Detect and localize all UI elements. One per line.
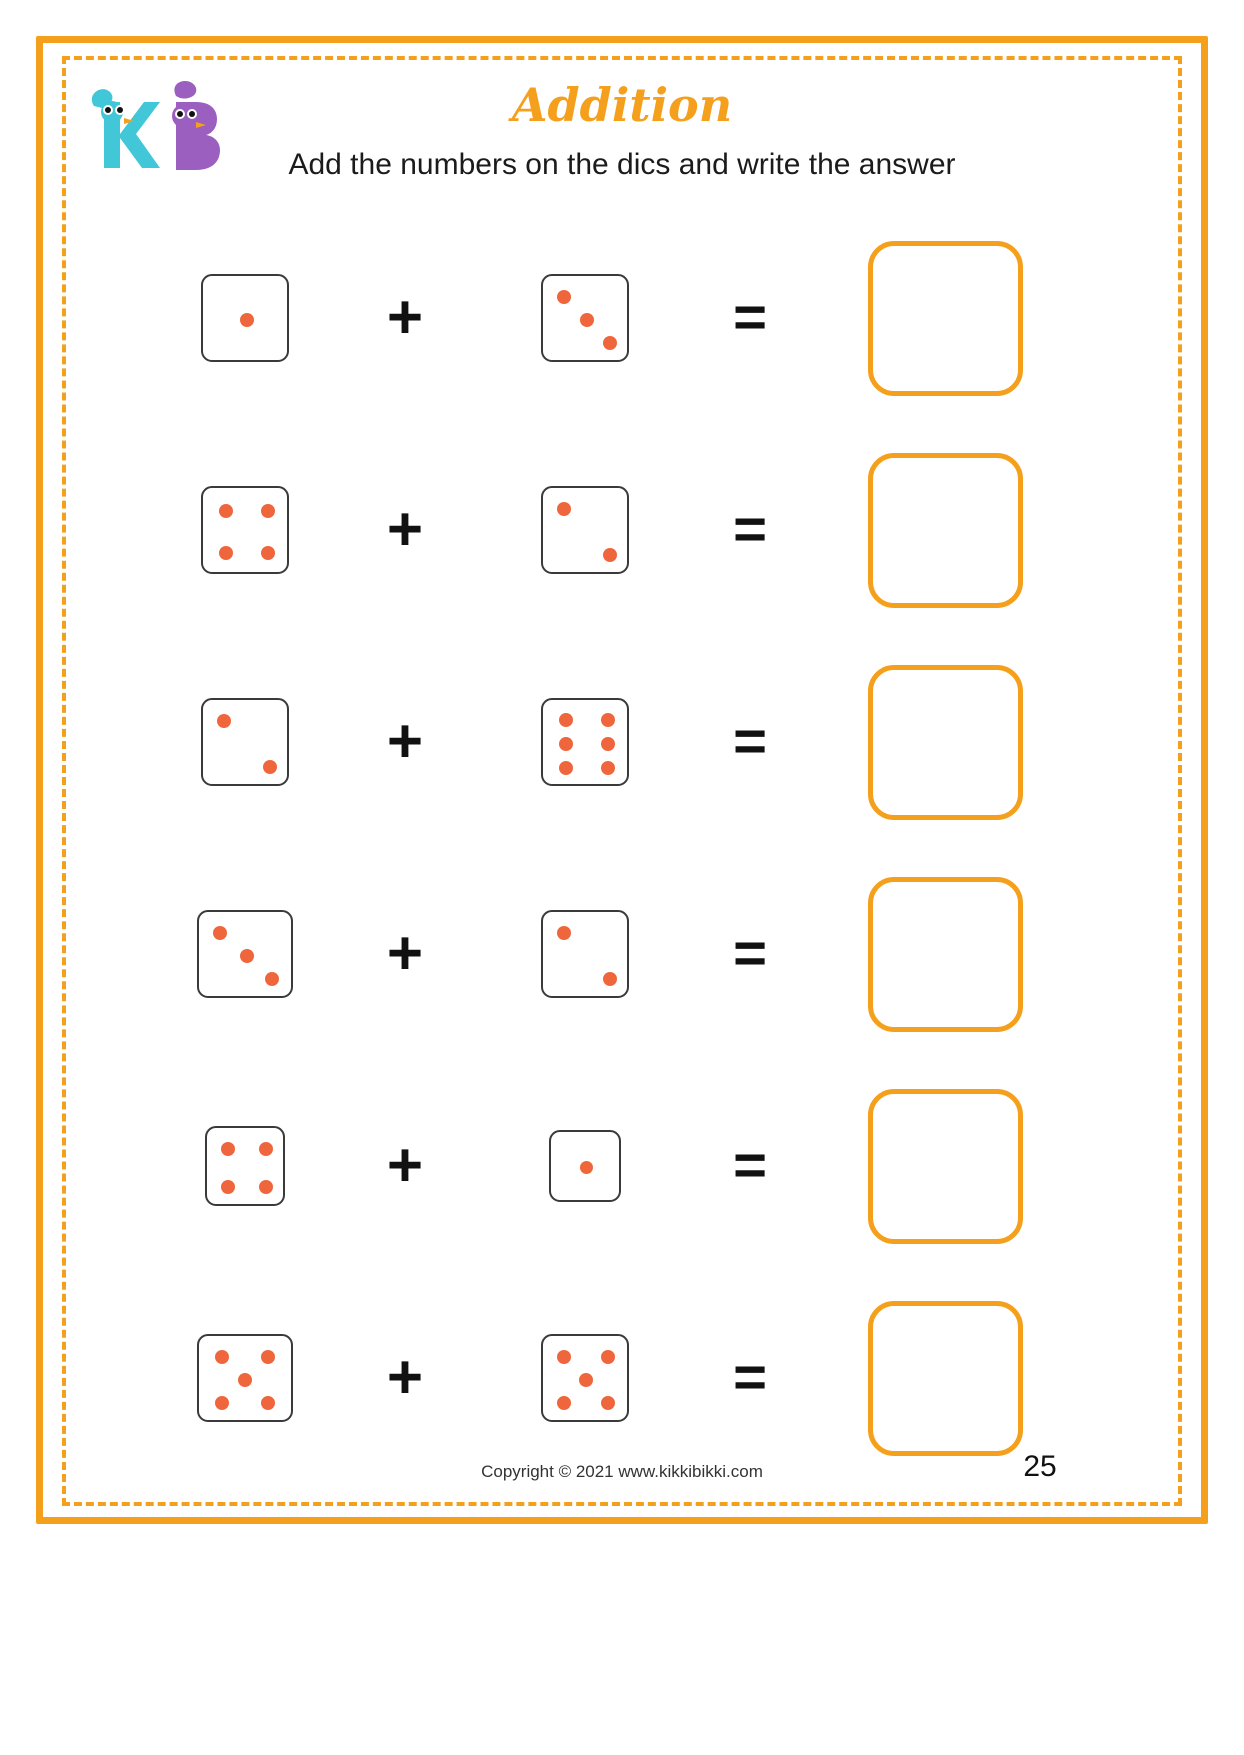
answer-box[interactable] bbox=[868, 241, 1023, 396]
die-right bbox=[541, 486, 629, 574]
pip bbox=[221, 1180, 235, 1194]
operator-slot bbox=[340, 1060, 470, 1272]
pip bbox=[259, 1142, 273, 1156]
pip bbox=[557, 926, 571, 940]
operator-slot bbox=[340, 212, 470, 424]
page-subtitle: Add the numbers on the dics and write the answer bbox=[288, 148, 956, 181]
pip bbox=[580, 313, 594, 327]
answer-box[interactable] bbox=[868, 1301, 1023, 1456]
problem-row bbox=[0, 212, 1244, 424]
pip bbox=[601, 737, 615, 751]
die-left bbox=[205, 1126, 285, 1206]
operator-plus: + bbox=[386, 495, 424, 564]
equals-slot bbox=[660, 424, 840, 636]
pip bbox=[559, 713, 573, 727]
pip bbox=[557, 502, 571, 516]
pip bbox=[215, 1396, 229, 1410]
pip bbox=[261, 504, 275, 518]
pip bbox=[217, 714, 231, 728]
answer-slot bbox=[845, 424, 1045, 636]
problem-list bbox=[0, 212, 1244, 1484]
pip bbox=[240, 949, 254, 963]
operator-plus: + bbox=[386, 1131, 424, 1200]
pip bbox=[557, 1350, 571, 1364]
left-die-slot bbox=[120, 1060, 370, 1272]
answer-box[interactable] bbox=[868, 877, 1023, 1032]
die-right bbox=[541, 1334, 629, 1422]
pip bbox=[261, 546, 275, 560]
die-right bbox=[541, 274, 629, 362]
die-left bbox=[201, 486, 289, 574]
pip bbox=[557, 1396, 571, 1410]
die-right bbox=[541, 910, 629, 998]
page-number: 25 bbox=[1023, 1450, 1057, 1483]
page-title: Addition bbox=[511, 78, 733, 132]
left-die-slot bbox=[120, 1272, 370, 1484]
die-left bbox=[197, 1334, 293, 1422]
pip bbox=[557, 290, 571, 304]
equals-slot bbox=[660, 1060, 840, 1272]
problem-row bbox=[0, 424, 1244, 636]
equals-sign: = bbox=[733, 1345, 767, 1410]
pip bbox=[601, 1350, 615, 1364]
equals-sign: = bbox=[733, 921, 767, 986]
equals-slot bbox=[660, 1272, 840, 1484]
die-left bbox=[201, 274, 289, 362]
die-left bbox=[201, 698, 289, 786]
answer-box[interactable] bbox=[868, 665, 1023, 820]
pip bbox=[601, 713, 615, 727]
operator-plus: + bbox=[386, 283, 424, 352]
problem-row bbox=[0, 636, 1244, 848]
equals-sign: = bbox=[733, 709, 767, 774]
operator-plus: + bbox=[386, 1343, 424, 1412]
left-die-slot bbox=[120, 212, 370, 424]
answer-box[interactable] bbox=[868, 453, 1023, 608]
problem-row bbox=[0, 1060, 1244, 1272]
pip bbox=[219, 546, 233, 560]
answer-slot bbox=[845, 848, 1045, 1060]
die-right bbox=[541, 698, 629, 786]
pip bbox=[559, 761, 573, 775]
pip bbox=[238, 1373, 252, 1387]
pip bbox=[580, 1161, 593, 1174]
pip bbox=[215, 1350, 229, 1364]
pip bbox=[601, 1396, 615, 1410]
pip bbox=[559, 737, 573, 751]
answer-slot bbox=[845, 1060, 1045, 1272]
left-die-slot bbox=[120, 848, 370, 1060]
operator-slot bbox=[340, 1272, 470, 1484]
operator-plus: + bbox=[386, 919, 424, 988]
problem-row bbox=[0, 848, 1244, 1060]
left-die-slot bbox=[120, 424, 370, 636]
equals-slot bbox=[660, 212, 840, 424]
equals-slot bbox=[660, 636, 840, 848]
answer-slot bbox=[845, 212, 1045, 424]
die-right bbox=[549, 1130, 621, 1202]
pip bbox=[221, 1142, 235, 1156]
pip bbox=[213, 926, 227, 940]
copyright-footer: Copyright © 2021 www.kikkibikki.com bbox=[481, 1462, 763, 1481]
operator-slot bbox=[340, 848, 470, 1060]
pip bbox=[603, 972, 617, 986]
pip bbox=[261, 1396, 275, 1410]
equals-sign: = bbox=[733, 285, 767, 350]
pip bbox=[219, 504, 233, 518]
equals-slot bbox=[660, 848, 840, 1060]
answer-box[interactable] bbox=[868, 1089, 1023, 1244]
pip bbox=[261, 1350, 275, 1364]
pip bbox=[579, 1373, 593, 1387]
pip bbox=[603, 336, 617, 350]
operator-plus: + bbox=[386, 707, 424, 776]
operator-slot bbox=[340, 424, 470, 636]
pip bbox=[601, 761, 615, 775]
equals-sign: = bbox=[733, 497, 767, 562]
pip bbox=[263, 760, 277, 774]
left-die-slot bbox=[120, 636, 370, 848]
pip bbox=[265, 972, 279, 986]
die-left bbox=[197, 910, 293, 998]
answer-slot bbox=[845, 636, 1045, 848]
pip bbox=[259, 1180, 273, 1194]
operator-slot bbox=[340, 636, 470, 848]
pip bbox=[240, 313, 254, 327]
pip bbox=[603, 548, 617, 562]
equals-sign: = bbox=[733, 1133, 767, 1198]
